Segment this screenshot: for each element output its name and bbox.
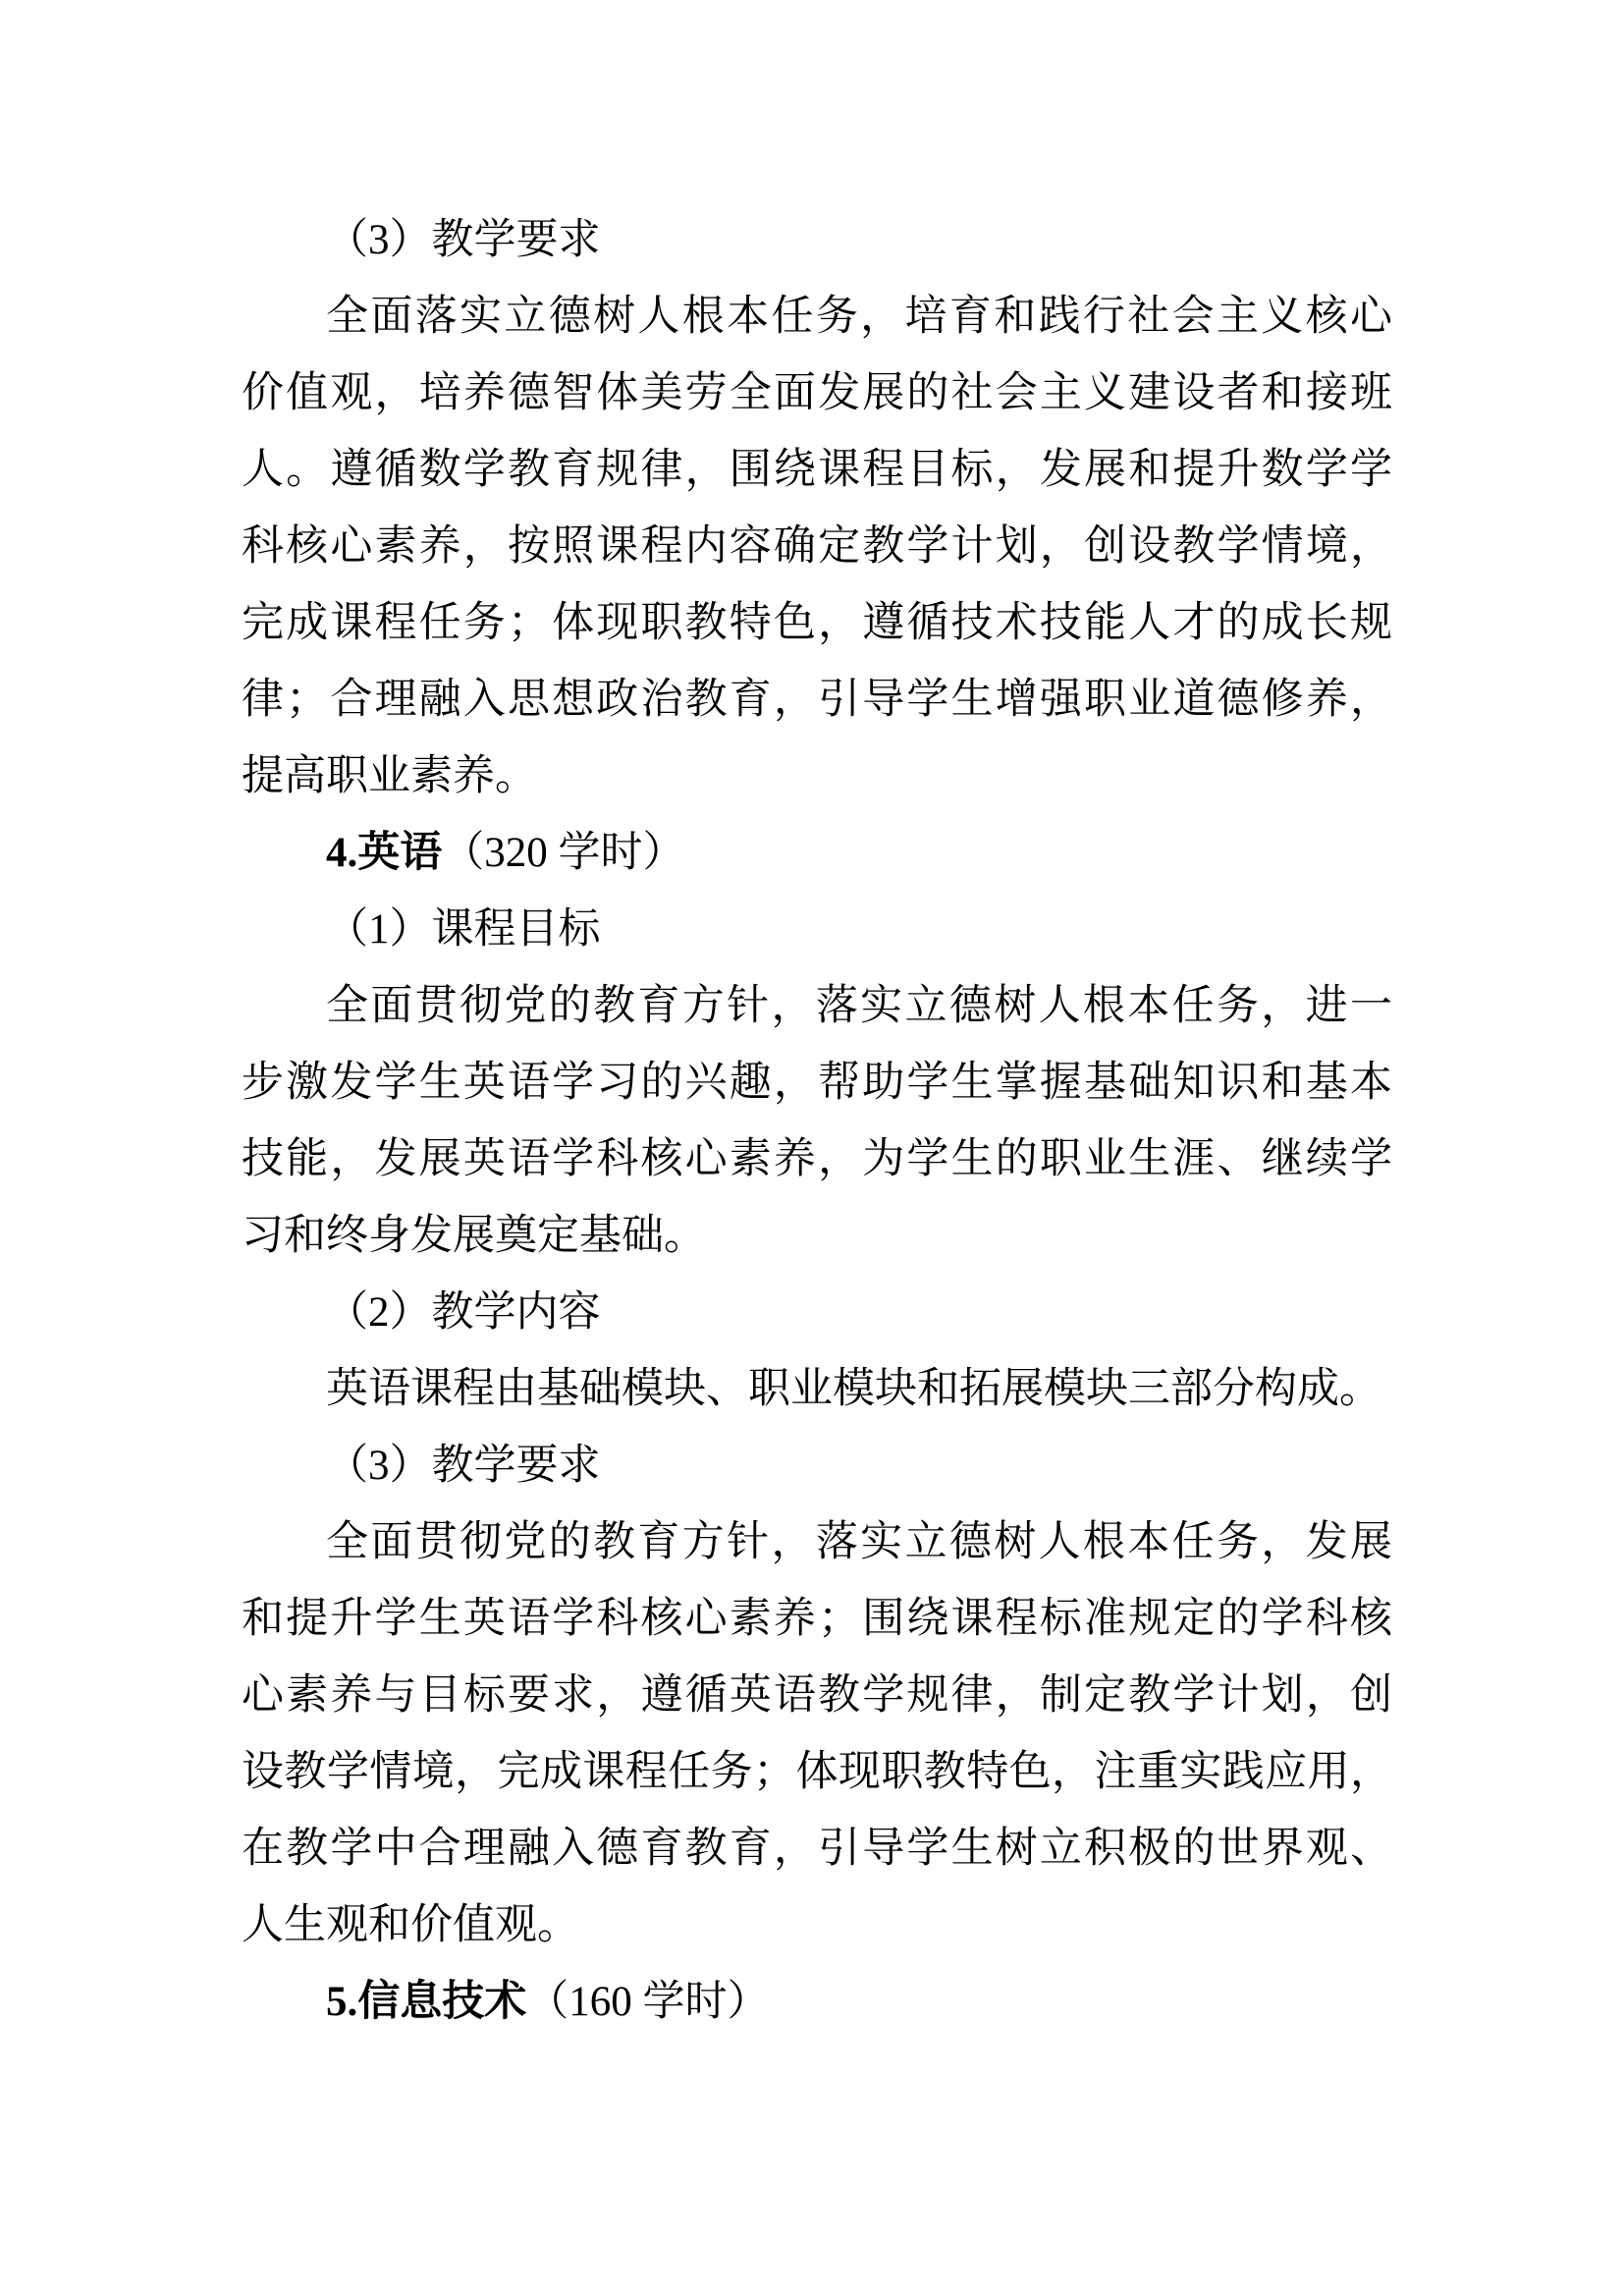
course-heading-information-technology xyxy=(242,1964,1392,2041)
subsection-label-english-objectives: （1）课程目标 xyxy=(326,906,601,953)
subsection-label-english-requirements: （3）教学要求 xyxy=(326,1443,601,1489)
paragraph-line: 英语课程由基础模块、职业模块和拓展模块三部分构成。 xyxy=(326,1366,1381,1412)
paragraph-line: 提高职业素养。 xyxy=(242,753,537,799)
course-heading-english-hours: （320 学时） xyxy=(442,830,685,876)
paragraph-line: 全面落实立德树人根本任务，培育和践行社会主义核心 xyxy=(326,294,1392,340)
paragraph-line: 价值观，培养德智体美劳全面发展的社会主义建设者和接班 xyxy=(242,370,1392,416)
paragraph-line: 科核心素养，按照课程内容确定教学计划，创设教学情境， xyxy=(242,523,1392,570)
paragraph-line: 习和终身发展奠定基础。 xyxy=(242,1213,706,1259)
course-heading-it-hours: （160 学时） xyxy=(526,1979,770,2025)
paragraph-line: 完成课程任务；体现职教特色，遵循技术技能人才的成长规 xyxy=(242,600,1392,646)
course-heading-english xyxy=(242,815,1392,892)
course-heading-english-title: 4.英语 xyxy=(326,830,443,876)
paragraph-line: 技能，发展英语学科核心素养，为学生的职业生涯、继续学 xyxy=(242,1136,1392,1182)
subsection-label-english-content: （2）教学内容 xyxy=(326,1289,601,1336)
paragraph-line: 心素养与目标要求，遵循英语教学规律，制定教学计划，创 xyxy=(242,1672,1392,1719)
paragraph-line: 律；合理融入思想政治教育，引导学生增强职业道德修养， xyxy=(242,677,1392,723)
paragraph-line: 全面贯彻党的教育方针，落实立德树人根本任务，进一 xyxy=(326,983,1392,1029)
subsection-label-math-teaching-requirements: （3）教学要求 xyxy=(326,217,601,263)
paragraph-line: 人生观和价值观。 xyxy=(242,1902,579,1948)
text-block xyxy=(242,202,1392,2041)
paragraph-line: 全面贯彻党的教育方针，落实立德树人根本任务，发展 xyxy=(326,1519,1392,1565)
course-heading-it-title: 5.信息技术 xyxy=(326,1979,527,2025)
paragraph-line: 步激发学生英语学习的兴趣，帮助学生掌握基础知识和基本 xyxy=(242,1060,1392,1106)
paragraph-line: 和提升学生英语学科核心素养；围绕课程标准规定的学科核 xyxy=(242,1596,1392,1642)
paragraph-line: 在教学中合理融入德育教育，引导学生树立积极的世界观、 xyxy=(242,1826,1392,1872)
paragraph-line: 人。遵循数学教育规律，围绕课程目标，发展和提升数学学 xyxy=(242,447,1392,493)
paragraph-line: 设教学情境，完成课程任务；体现职教特色，注重实践应用， xyxy=(242,1749,1392,1795)
